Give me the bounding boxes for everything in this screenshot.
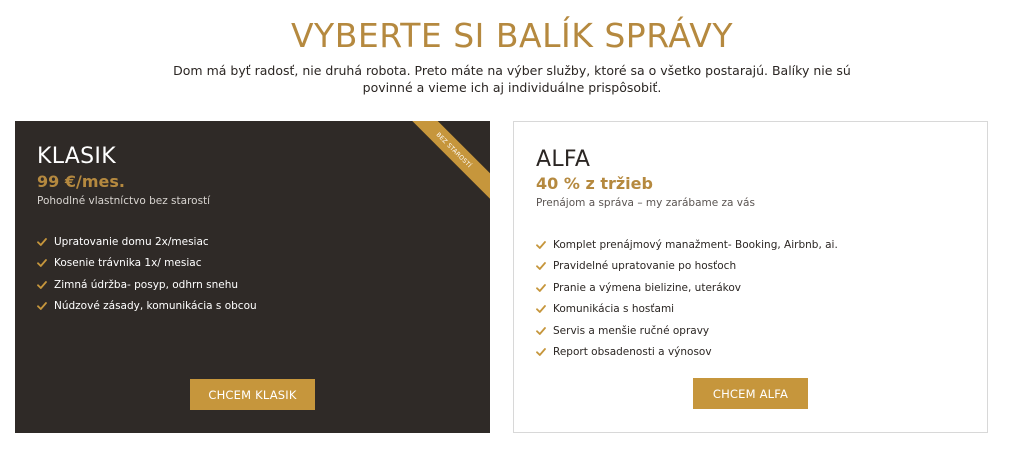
check-icon: [536, 283, 546, 293]
feature-text: Kosenie trávnika 1x/ mesiac: [54, 257, 202, 270]
check-icon: [536, 240, 546, 250]
feature-text: Pravidelné upratovanie po hosťoch: [553, 260, 737, 273]
feature-text: Report obsadenosti a výnosov: [553, 346, 712, 359]
feature-list: [536, 234, 838, 363]
feature-item: [536, 299, 838, 321]
plan-name: KLASIK: [37, 144, 116, 169]
check-icon: [37, 280, 47, 290]
plan-price: 99 €/mes.: [37, 172, 125, 191]
feature-text: Zimná údržba- posyp, odhrn snehu: [54, 278, 239, 291]
ribbon-label: BEZ STAROSTÍ: [405, 121, 490, 199]
feature-text: Servis a menšie ručné opravy: [553, 324, 710, 337]
feature-item: [536, 320, 838, 342]
check-icon: [536, 326, 546, 336]
plan-price: 40 % z tržieb: [536, 174, 653, 193]
feature-text: Komunikácia s hosťami: [553, 303, 675, 316]
check-icon: [536, 261, 546, 271]
plan-name: ALFA: [536, 147, 591, 172]
check-icon: [37, 301, 47, 311]
check-icon: [37, 258, 47, 268]
feature-item: [37, 274, 257, 296]
choose-alfa-button[interactable]: CHCEM ALFA: [693, 378, 808, 409]
feature-list: [37, 231, 257, 317]
plan-card-klasik: [15, 121, 490, 433]
feature-item: [37, 253, 257, 275]
plan-subtitle: Pohodlné vlastníctvo bez starostí: [37, 195, 211, 207]
feature-item: [536, 342, 838, 364]
feature-text: Pranie a výmena bielizine, uterákov: [553, 281, 742, 294]
check-icon: [536, 347, 546, 357]
check-icon: [37, 237, 47, 247]
feature-item: [536, 277, 838, 299]
feature-text: Núdzové zásady, komunikácia s obcou: [54, 300, 257, 313]
intro-text: Dom má byť radosť, nie druhá robota. Preto máte na výber služby, ktoré sa o všetko postarajú. Balíky nie sú povinné a vieme ich aj individuálne prispôsobiť.: [173, 63, 851, 95]
plan-subtitle: Prenájom a správa – my zarábame za vás: [536, 197, 755, 209]
feature-item: [37, 296, 257, 318]
page-title: VYBERTE SI BALÍK SPRÁVY: [290, 16, 733, 55]
plan-card-alfa: [513, 121, 988, 433]
ribbon-container: [400, 121, 490, 211]
feature-text: Komplet prenájmový manažment- Booking, Airbnb, ai.: [553, 238, 838, 251]
check-icon: [536, 304, 546, 314]
feature-text: Upratovanie domu 2x/mesiac: [54, 235, 209, 248]
feature-item: [536, 256, 838, 278]
choose-klasik-button[interactable]: CHCEM KLASIK: [190, 379, 315, 410]
feature-item: [37, 231, 257, 253]
feature-item: [536, 234, 838, 256]
